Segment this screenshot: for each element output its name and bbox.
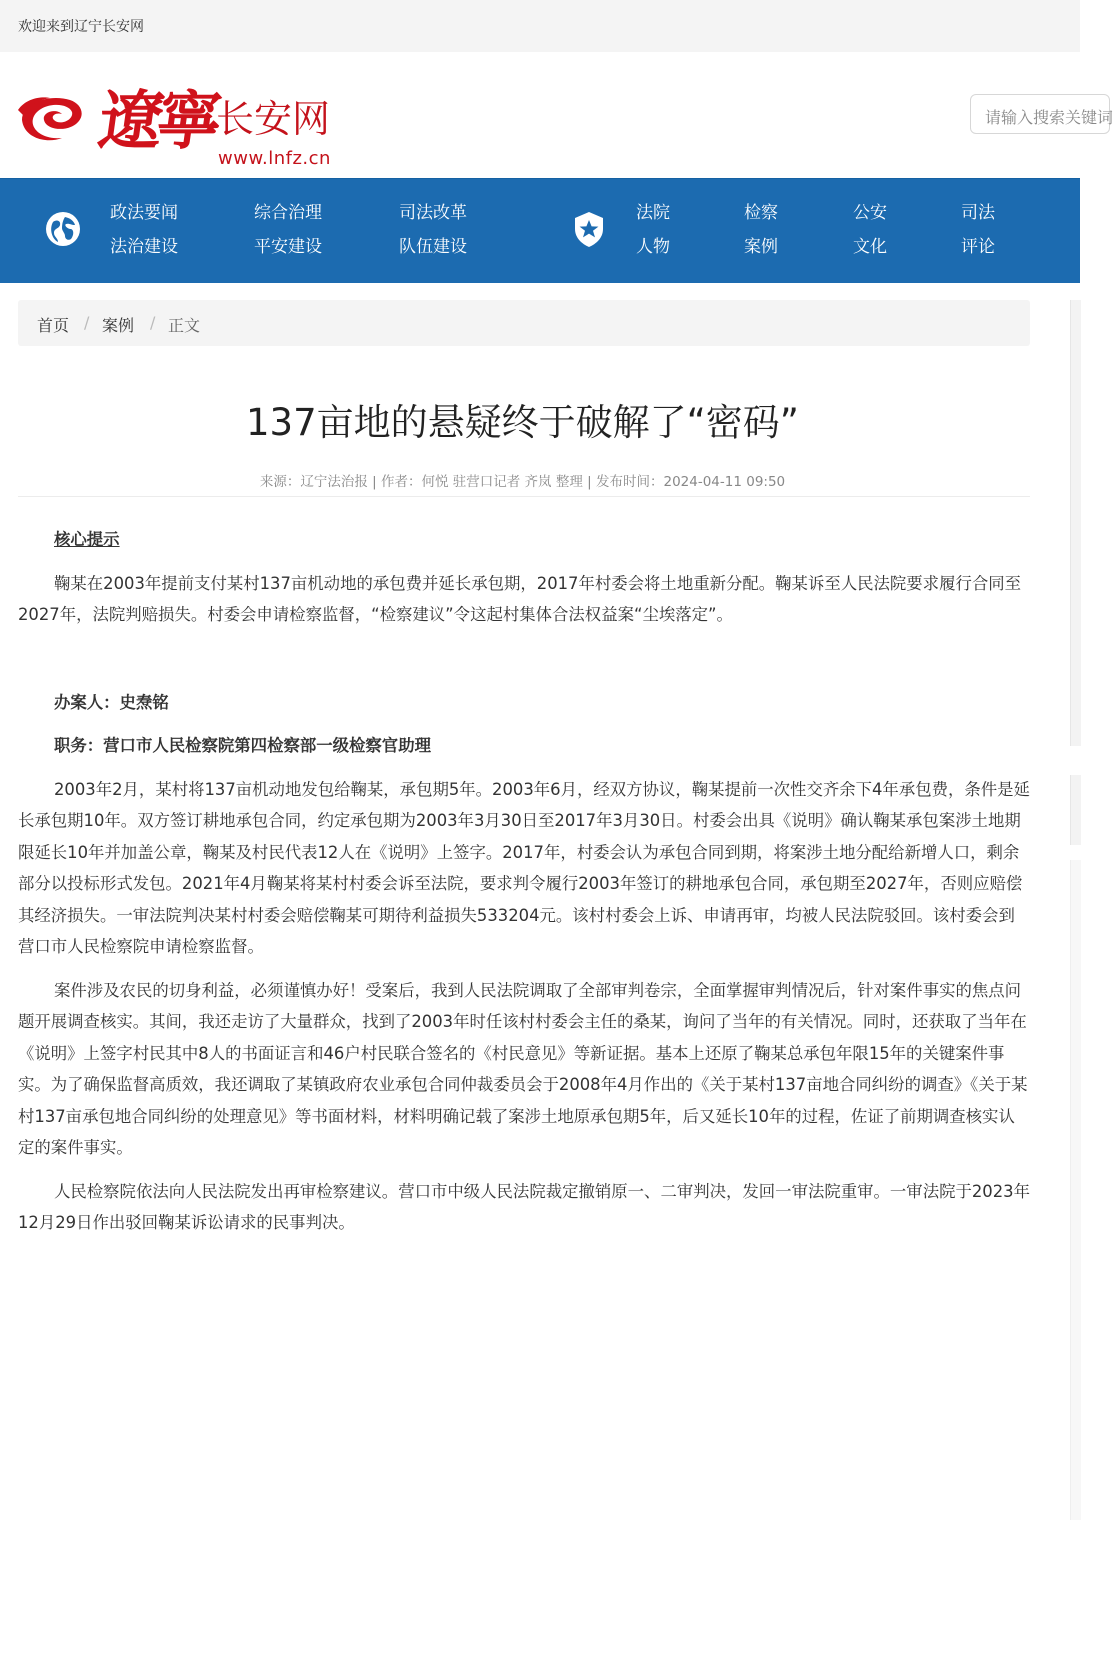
breadcrumb-separator: /: [84, 313, 90, 332]
nav-item-rule-of-law[interactable]: 法治建设: [110, 237, 178, 257]
nav-item-court[interactable]: 法院: [636, 203, 670, 223]
globe-icon: [43, 209, 83, 249]
main-nav: [0, 178, 1080, 283]
logo-brand-name: 长安网: [216, 97, 331, 141]
police-badge-icon: [569, 209, 609, 249]
nav-item-judicial-reform[interactable]: 司法改革: [399, 203, 467, 223]
nav-item-culture[interactable]: 文化: [853, 237, 887, 257]
side-scrollbar-thumb[interactable]: [1070, 775, 1081, 845]
nav-item-justice[interactable]: 司法: [961, 203, 995, 223]
nav-column-3: [399, 196, 467, 264]
nav-item-commentary[interactable]: 评论: [961, 237, 995, 257]
handler-position: 职务：营口市人民检察院第四检察部一级检察官助理: [54, 736, 431, 755]
side-scrollbar[interactable]: [1070, 300, 1081, 746]
search-input[interactable]: 请输入搜索关键词: [970, 94, 1110, 134]
nav-column-4: [636, 196, 670, 264]
nav-column-5: [744, 196, 778, 264]
breadcrumb-current: 正文: [168, 316, 201, 335]
site-logo[interactable]: [16, 68, 346, 168]
nav-item-comprehensive-governance[interactable]: 综合治理: [254, 203, 322, 223]
title-divider: [18, 496, 1030, 497]
nav-item-public-security[interactable]: 公安: [853, 203, 887, 223]
nav-column-2: [254, 196, 322, 264]
article-meta: 来源：辽宁法治报 | 作者：何悦 驻营口记者 齐岚 整理 | 发布时间：2024-04-11 09:50: [259, 474, 786, 490]
core-summary-text: 鞠某在2003年提前支付某村137亩机动地的承包费并延长承包期，2017年村委会将土地重新分配。鞠某诉至人民法院要求履行合同至2027年，法院判赔损失。村委会申请检察监督，“检察建议”令这起村集体合法权益案“尘埃落定”。: [18, 573, 1022, 624]
breadcrumb-home[interactable]: 首页: [37, 316, 70, 335]
logo-calligraphy: 遼寧: [93, 84, 221, 159]
nav-item-peace-building[interactable]: 平安建设: [254, 237, 322, 257]
nav-item-politics-news[interactable]: 政法要闻: [110, 203, 178, 223]
breadcrumb-separator: /: [150, 313, 156, 332]
site-header: [0, 52, 1113, 178]
article-paragraph: 2003年2月，某村将137亩机动地发包给鞠某，承包期5年。2003年6月，经双方协议，鞠某提前一次性交齐余下4年承包费，条件是延长承包期10年。双方签订耕地承包合同，约定承包期为2003年3月30日至2017年3月30日。村委会出具《说明》确认鞠某承包案涉土地期限延长10年并加盖公章，鞠某及村民代表12人在《说明》上签字。2017年，村委会认为承包合同到期，将案涉土地分配给新增人口，剩余部分以投标形式发包。2021年4月鞠某将某村村委会诉至法院，要求判令履行2003年签订的耕地承包合同，承包期至2027年，否则应赔偿其经济损失。一审法院判决某村村委会赔偿鞠某可期待利益损失533204元。该村村委会上诉、申请再审，均被人民法院驳回。该村委会到营口市人民检察院申请检察监督。: [18, 779, 1030, 956]
nav-item-team-building[interactable]: 队伍建设: [399, 237, 467, 257]
logo-url: www.lnfz.cn: [218, 148, 331, 169]
welcome-text: 欢迎来到辽宁长安网: [18, 19, 144, 35]
article-title: 137亩地的悬疑终于破解了“密码”: [246, 401, 799, 444]
nav-column-6: [853, 196, 887, 264]
article-paragraph: 人民检察院依法向人民法院发出再审检察建议。营口市中级人民法院裁定撤销原一、二审判决，发回一审法院重审。一审法院于2023年12月29日作出驳回鞠某诉讼请求的民事判决。: [18, 1181, 1030, 1232]
case-handler: 办案人：史焘铭: [54, 692, 169, 712]
nav-item-people[interactable]: 人物: [636, 237, 670, 257]
nav-item-cases[interactable]: 案例: [744, 237, 778, 257]
nav-item-procuratorate[interactable]: 检察: [744, 203, 778, 223]
article-body: [18, 524, 1030, 1239]
breadcrumb: [18, 300, 1030, 346]
swirl-emblem-icon: [16, 90, 88, 144]
nav-column-1: [110, 196, 178, 264]
side-panel-edge: [1070, 860, 1081, 1520]
top-welcome-bar: [0, 0, 1080, 52]
article-paragraph: 案件涉及农民的切身利益，必须谨慎办好！受案后，我到人民法院调取了全部审判卷宗，全面掌握审判情况后，针对案件事实的焦点问题开展调查核实。其间，我还走访了大量群众，找到了2003年时任该村村委会主任的桑某，询问了当年的有关情况。同时，还获取了当年在《说明》上签字村民其中8人的书面证言和46户村民联合签名的《村民意见》等新证据。基本上还原了鞠某总承包年限15年的关键案件事实。为了确保监督高质效，我还调取了某镇政府农业承包合同仲裁委员会于2008年4月作出的《关于某村137亩地合同纠纷的调查》《关于某村137亩承包地合同纠纷的处理意见》等书面材料，材料明确记载了案涉土地原承包期5年，后又延长10年的过程，佐证了前期调查核实认定的案件事实。: [18, 980, 1028, 1157]
nav-column-7: [961, 196, 995, 264]
core-summary-heading: 核心提示: [54, 530, 120, 549]
breadcrumb-section[interactable]: 案例: [102, 316, 135, 335]
